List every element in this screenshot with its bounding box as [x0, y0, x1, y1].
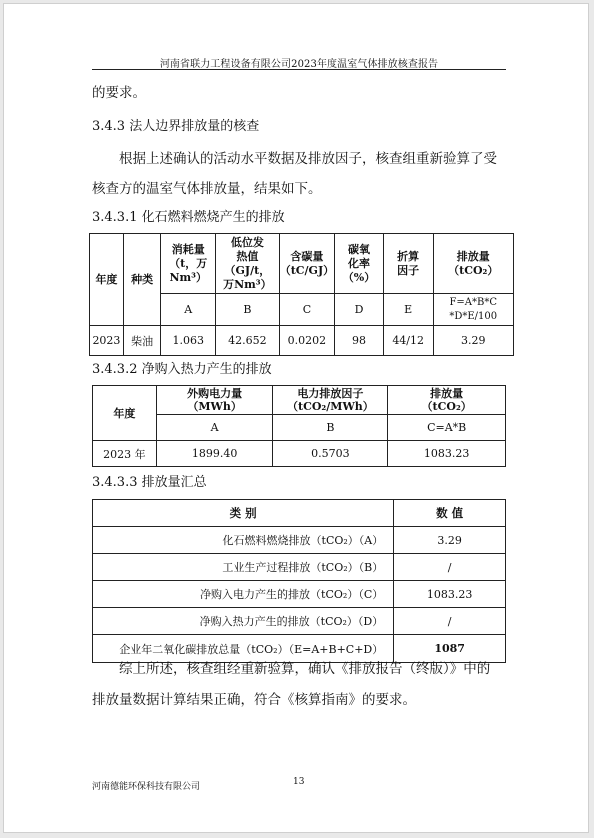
cell-category: 净购入热力产生的排放（tCO₂）（D） [93, 608, 394, 635]
header-line: Nm³） [169, 270, 207, 284]
header-line: 含碳量 [290, 249, 324, 263]
code-formula [433, 294, 514, 326]
header-line: （MWh） [187, 400, 242, 413]
code-formula: C=A*B [388, 415, 506, 441]
cell-consumption: 1.063 [161, 326, 216, 356]
header-line: （GJ/t， [224, 263, 271, 277]
document-page [3, 3, 589, 833]
section-heading-3-4-3-3: 3.4.3.3 排放量汇总 [92, 475, 207, 490]
page-number: 13 [293, 777, 305, 787]
header-purchased [156, 386, 273, 415]
table-row [93, 441, 506, 467]
section-heading-3-4-3-2: 3.4.3.2 净购入热力产生的排放 [92, 362, 272, 377]
cell-value: / [394, 554, 506, 581]
cell-oxidation-rate: 98 [335, 326, 384, 356]
header-fuel-type: 种类 [123, 234, 160, 326]
header-line: （tCO₂） [421, 400, 472, 413]
code-c: C [279, 294, 334, 326]
emission-summary-table [92, 499, 506, 663]
cell-emission-factor: 0.5703 [273, 441, 388, 467]
header-rule [92, 69, 506, 70]
cell-carbon-content: 0.0202 [279, 326, 334, 356]
table-row-total [93, 635, 506, 663]
header-line: 低位发 [230, 235, 264, 249]
section-heading-3-4-3-1: 3.4.3.1 化石燃料燃烧产生的排放 [92, 210, 285, 225]
header-line: 化率 [348, 256, 370, 270]
table-row [93, 527, 506, 554]
code-b: B [216, 294, 280, 326]
heat-emission-table [92, 385, 506, 467]
cell-year: 2023 年 [93, 441, 157, 467]
formula-line: F=A*B*C [449, 296, 498, 308]
header-carbon-content [279, 234, 334, 294]
header-line: 因子 [397, 263, 420, 277]
header-line: 消耗量 [171, 242, 205, 256]
header-oxidation-rate [335, 234, 384, 294]
cell-ncv: 42.652 [216, 326, 280, 356]
header-emission [433, 234, 514, 294]
paragraph-2-line-1: 综上所述，核查组经重新验算，确认《排放报告（终版）》中的 [119, 661, 491, 677]
cell-category: 化石燃料燃烧排放（tCO₂）（A） [93, 527, 394, 554]
header-category: 类 别 [93, 500, 394, 527]
table-row [93, 608, 506, 635]
header-line: 折算 [397, 249, 420, 263]
table-row [93, 581, 506, 608]
header-line: （t，万 [169, 256, 208, 270]
header-consumption [161, 234, 216, 294]
header-emission [388, 386, 506, 415]
paragraph-2-line-2: 排放量数据计算结果正确，符合《核算指南》的要求。 [92, 692, 416, 708]
header-year: 年度 [90, 234, 124, 326]
header-line: （tCO₂） [448, 263, 499, 277]
header-emission-factor [273, 386, 388, 415]
cell-conversion-factor: 44/12 [383, 326, 433, 356]
header-line: 热值 [236, 249, 259, 263]
header-year: 年度 [93, 386, 157, 441]
cell-purchased: 1899.40 [156, 441, 273, 467]
header-line: 碳氧 [348, 242, 370, 256]
cell-emission: 1083.23 [388, 441, 506, 467]
footer-company: 河南德能环保科技有限公司 [92, 782, 201, 792]
header-line: 排放量 [430, 387, 464, 400]
continuation-text: 的要求。 [92, 85, 146, 101]
cell-emission: 3.29 [433, 326, 514, 356]
formula-line: *D*E/100 [449, 310, 498, 322]
header-line: 电力排放因子 [297, 387, 364, 400]
code-e: E [383, 294, 433, 326]
code-a: A [156, 415, 273, 441]
header-line: （tC/GJ） [279, 263, 335, 277]
cell-value: 3.29 [394, 527, 506, 554]
paragraph-1-line-2: 核查方的温室气体排放量，结果如下。 [92, 181, 322, 197]
cell-fuel-type: 柴油 [123, 326, 160, 356]
cell-year: 2023 [90, 326, 124, 356]
header-line: 外购电力量 [187, 387, 243, 400]
page-header: 河南省联力工程设备有限公司2023年度温室气体排放核查报告 [159, 59, 439, 70]
header-line: （tCO₂/MWh） [287, 400, 374, 413]
header-line: 万Nm³） [223, 277, 272, 291]
cell-category: 工业生产过程排放（tCO₂）（B） [93, 554, 394, 581]
cell-category: 企业年二氧化碳排放总量（tCO₂）（E=A+B+C+D） [93, 635, 394, 663]
table-row [90, 326, 514, 356]
code-b: B [273, 415, 388, 441]
header-ncv [216, 234, 280, 294]
fossil-fuel-emission-table [89, 233, 514, 356]
cell-value: 1083.23 [394, 581, 506, 608]
header-line: 排放量 [456, 249, 490, 263]
code-a: A [161, 294, 216, 326]
header-conversion-factor [383, 234, 433, 294]
section-heading-3-4-3: 3.4.3 法人边界排放量的核查 [92, 119, 260, 134]
cell-total-value: 1087 [394, 635, 506, 663]
cell-category: 净购入电力产生的排放（tCO₂）（C） [93, 581, 394, 608]
code-d: D [335, 294, 384, 326]
cell-value: / [394, 608, 506, 635]
header-value: 数 值 [394, 500, 506, 527]
header-line: （%） [342, 270, 376, 284]
paragraph-1-line-1: 根据上述确认的活动水平数据及排放因子，核查组重新验算了受 [119, 151, 497, 167]
table-row [93, 554, 506, 581]
